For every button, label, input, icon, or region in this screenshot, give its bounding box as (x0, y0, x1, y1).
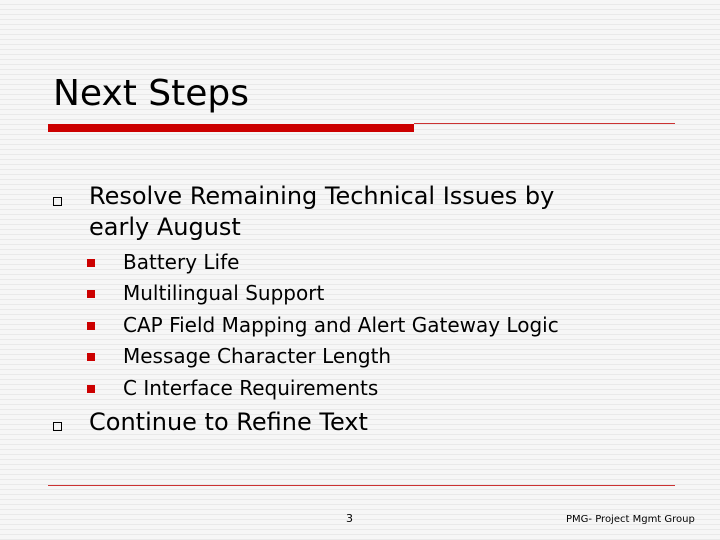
red-square-bullet-icon (87, 353, 95, 361)
red-square-bullet-icon (87, 322, 95, 330)
hollow-square-bullet-icon (53, 422, 62, 431)
red-square-bullet-icon (87, 259, 95, 267)
page-number: 3 (346, 512, 353, 525)
sub-bullet-item: CAP Field Mapping and Alert Gateway Logic (123, 313, 559, 337)
title-underline-rule (414, 123, 675, 124)
hollow-square-bullet-icon (53, 197, 62, 206)
bullet-item-text: Resolve Remaining Technical Issues by (89, 182, 555, 210)
sub-bullet-item: C Interface Requirements (123, 376, 379, 400)
footer-text: PMG- Project Mgmt Group (566, 514, 695, 525)
sub-bullet-item: Message Character Length (123, 344, 392, 368)
footer-rule (48, 485, 675, 486)
bullet-item-text: Continue to Refine Text (89, 408, 368, 436)
sub-bullet-item: Battery Life (123, 250, 240, 274)
red-square-bullet-icon (87, 290, 95, 298)
bullet-item-text-continued: early August (89, 213, 241, 241)
sub-bullet-item: Multilingual Support (123, 281, 325, 305)
title-underline-accent (48, 124, 414, 132)
red-square-bullet-icon (87, 385, 95, 393)
slide-title: Next Steps (53, 73, 250, 114)
